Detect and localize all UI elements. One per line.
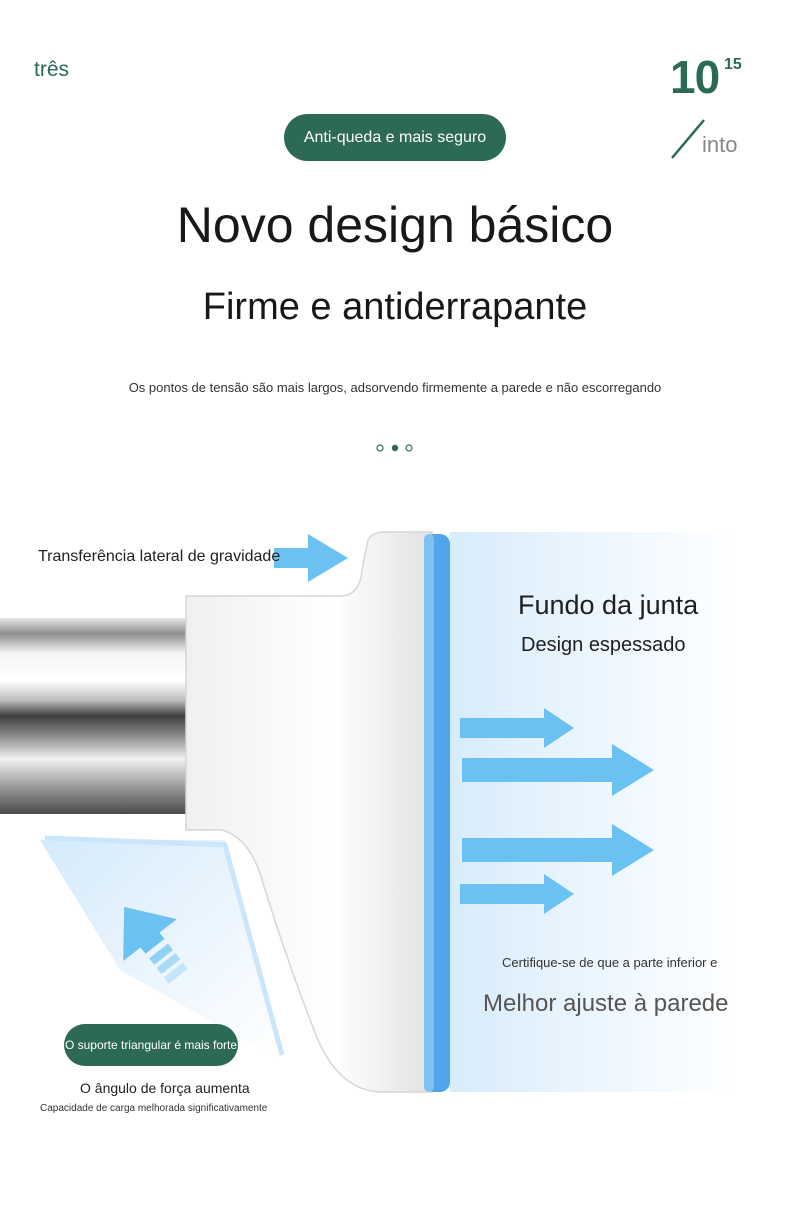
page-number: 10 — [670, 51, 720, 103]
dot-inactive — [406, 445, 412, 451]
into-label: into — [702, 132, 738, 157]
dot-active — [392, 445, 398, 451]
wall-fit-caption: Melhor ajuste à parede — [483, 990, 729, 1017]
headline: Novo design básico — [176, 197, 614, 253]
safety-badge: Anti-queda e mais seguro — [284, 114, 506, 161]
angle-caption: O ângulo de força aumenta — [80, 1080, 250, 1096]
joint-bottom-title: Fundo da junta — [518, 590, 699, 620]
arrow-right-icon — [274, 534, 348, 582]
triangle-support-badge: O suporte triangular é mais forte — [64, 1024, 238, 1066]
pagination-dots — [376, 442, 416, 454]
section-tag: três — [34, 58, 70, 81]
subheadline: Firme e antiderrapante — [202, 286, 588, 328]
joint-bottom-subtitle: Design espessado — [521, 634, 686, 656]
gravity-caption: Transferência lateral de gravidade — [38, 548, 281, 565]
description: Os pontos de tensão são mais largos, adsorvendo firmemente a parede e não escorregando — [128, 380, 662, 395]
page-number-superscript: 15 — [724, 56, 742, 73]
load-capacity-caption: Capacidade de carga melhorada significativamente — [40, 1103, 268, 1114]
dot-inactive — [377, 445, 383, 451]
steel-rod — [0, 618, 190, 814]
pad-highlight — [424, 534, 434, 1092]
certify-caption: Certifique-se de que a parte inferior e — [502, 955, 718, 970]
